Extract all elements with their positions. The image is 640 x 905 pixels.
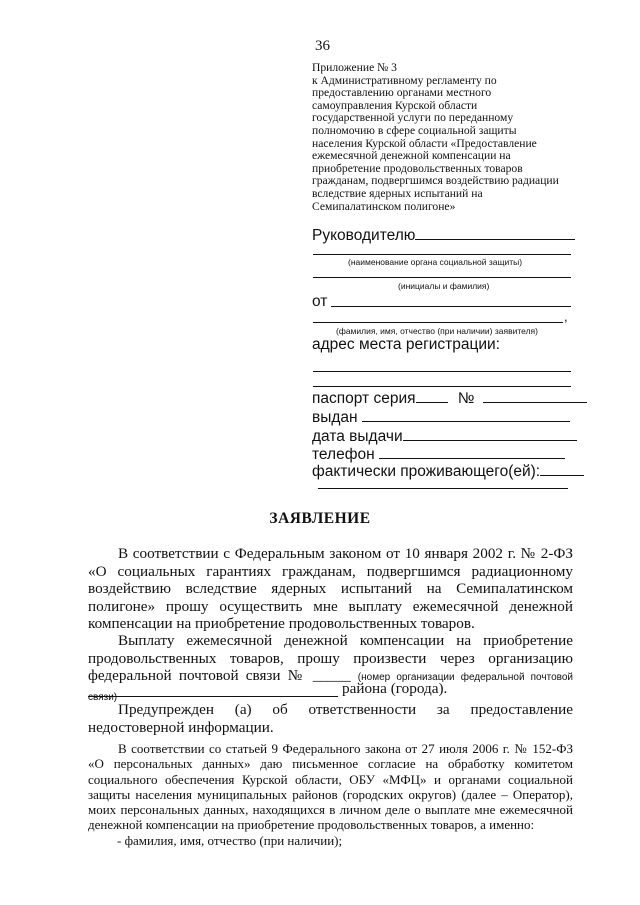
passport-series-label: паспорт серия (312, 390, 416, 407)
residence-label: фактически проживающего(ей): (312, 463, 541, 480)
residence-row (312, 462, 584, 481)
addressee-head-row (312, 226, 575, 245)
appendix-line: самоуправления Курской области (312, 98, 478, 112)
paragraph-4: В соответствии со статьей 9 Федерального закона от 27 июля 2006 г. № 152-ФЗ «О персональных данных» даю письменное согласие на обработку комитетом социального обеспечения Курской области, ОБУ «МФЦ» и органами социальной защиты населения муниципальных районов (городских округов) (далее – Оператор), моих персональных данных, находящихся в личном деле о выплате мне ежемесячной денежной компенсации на приобретение продовольственных товаров, а именно: (88, 741, 573, 833)
page-number: 36 (315, 38, 330, 54)
head-name-line[interactable] (415, 226, 575, 240)
appendix-line: населения Курской области «Предоставление (312, 136, 537, 150)
residence-line-2[interactable] (318, 488, 568, 489)
address-line-1[interactable] (313, 371, 571, 372)
caption-applicant: (фамилия, имя, отчество (при наличии) заявителя) (336, 326, 538, 336)
paragraph-3: Предупрежден (а) об ответственности за предоставление недостоверной информации. (88, 701, 573, 736)
appendix-line: Семипалатинском полигоне» (312, 199, 456, 213)
passport-series-line[interactable] (416, 389, 448, 403)
appendix-line: гражданам, подвергшимся воздействию радиации (312, 174, 559, 188)
appendix-header (312, 62, 612, 213)
from-label: от (312, 293, 328, 310)
caption-initials: (инициалы и фамилия) (398, 281, 490, 291)
post-office-note: (номер организации федеральной почтовой связи) (88, 672, 573, 703)
post-office-number-blank[interactable]: _____ (312, 667, 351, 685)
passport-number-line[interactable] (483, 389, 587, 403)
applicant-line-1[interactable] (331, 306, 571, 307)
issued-label: выдан (312, 409, 358, 426)
issue-date-label: дата выдачи (312, 428, 403, 445)
appendix-line: государственной услуги по переданному (312, 111, 514, 125)
document-title: ЗАЯВЛЕНИЕ (269, 510, 371, 527)
district-line[interactable] (88, 696, 338, 697)
appendix-line: Приложение № 3 (312, 61, 397, 74)
phone-label: телефон (312, 446, 375, 463)
applicant-line-2[interactable] (313, 322, 563, 323)
from-row (312, 293, 327, 311)
passport-number-label: № (457, 390, 475, 407)
paragraph-1: В соответствии с Федеральным законом от 10 января 2002 г. № 2-ФЗ «О социальных гарантиях гражданам, подвергшимся радиационному воздействию вследствие ядерных испытаний на Семипалатинском полигоне» прошу осуществить мне выплату ежемесячной денежной компенсации на приобретение продовольственных товаров. (88, 545, 573, 633)
issue-date-line[interactable] (403, 427, 577, 441)
passport-row (312, 389, 587, 408)
appendix-line: предоставлению органами местного (312, 86, 492, 100)
org-name-line[interactable] (313, 254, 571, 255)
issued-row (312, 408, 570, 427)
comma: , (564, 309, 568, 324)
paragraph-5: - фамилия, имя, отчество (при наличии); (117, 833, 343, 848)
district-tail: района (города). (342, 680, 448, 697)
appendix-line: вследствие ядерных испытаний на (312, 186, 483, 200)
to-head-label: Руководителю (312, 227, 416, 244)
address-line-2[interactable] (313, 386, 571, 387)
appendix-line: к Административному регламенту по (312, 73, 497, 87)
appendix-line: приобретение продовольственных товаров (312, 161, 523, 175)
caption-org: (наименование органа социальной защиты) (348, 257, 523, 267)
residence-line[interactable] (540, 462, 584, 476)
issued-line[interactable] (362, 408, 570, 422)
address-label: адрес места регистрации: (312, 336, 500, 353)
paragraph-2-text: Выплату ежемесячной денежной компенсации на приобретение продовольственных товаров, прошу произвести через организацию федеральной почтовой связи № (88, 632, 573, 685)
issue-date-row (312, 427, 577, 446)
phone-line[interactable] (379, 445, 565, 459)
appendix-line: ежемесячной денежной компенсации на (312, 149, 511, 163)
initials-line[interactable] (313, 277, 571, 278)
appendix-line: полномочию в сфере социальной защиты (312, 123, 517, 137)
